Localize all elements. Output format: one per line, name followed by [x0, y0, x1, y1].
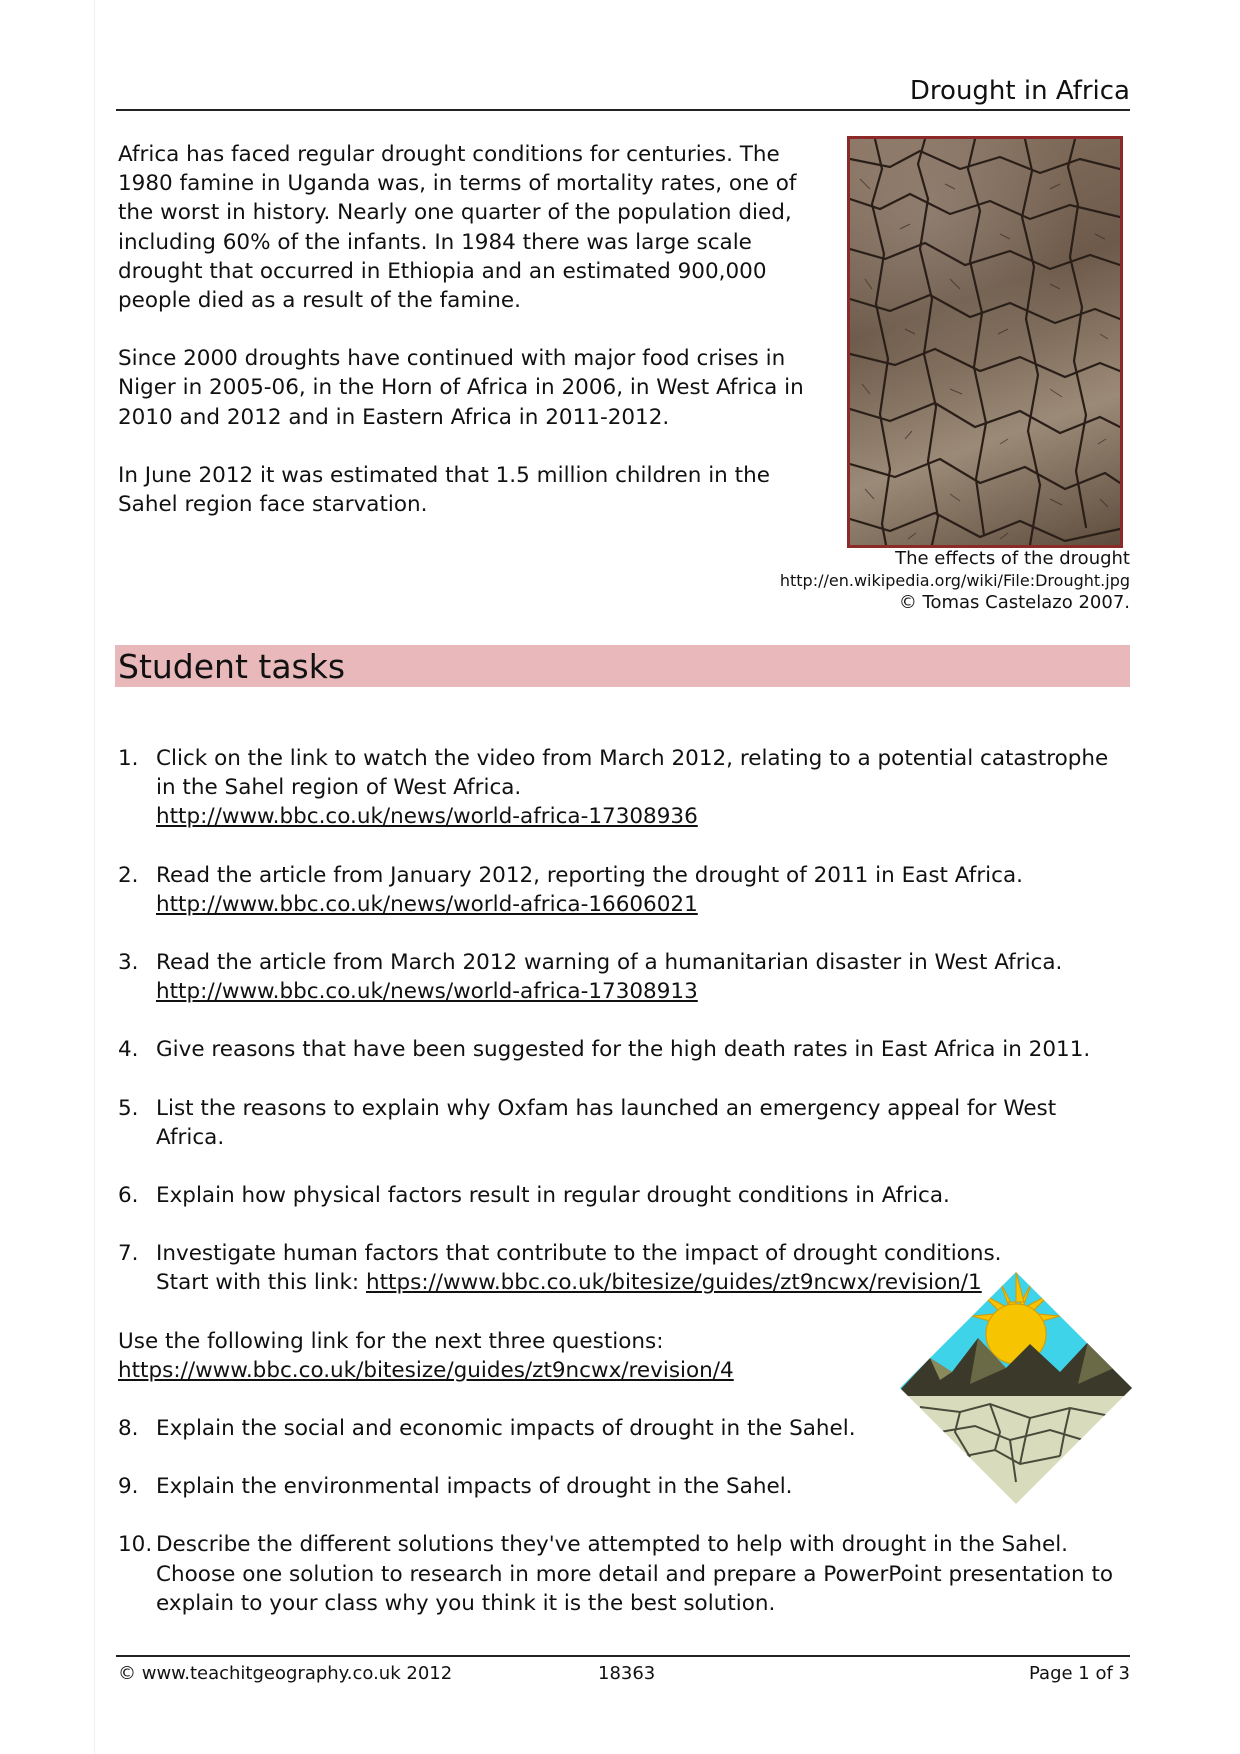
caption-credit: © Tomas Castelazo 2007. — [898, 592, 1130, 613]
task-text: Give reasons that have been suggested for the high death rates in East Africa in 2011. — [156, 1037, 1091, 1063]
task-link-3[interactable]: http://www.bbc.co.uk/news/world-africa-17308913 — [156, 979, 698, 1005]
task-number: 10. — [118, 1532, 153, 1558]
task-link-prefix: Start with this link: — [156, 1270, 366, 1296]
task-item-10 — [118, 1530, 1118, 1618]
task-item-3 — [118, 948, 1118, 1006]
intro-paragraph-3: In June 2012 it was estimated that 1.5 million children in the Sahel region face starvation. — [118, 462, 770, 518]
drought-diamond-icon — [900, 1272, 1132, 1504]
cracked-earth-pattern — [850, 139, 1120, 545]
task-number: 1. — [118, 746, 139, 771]
intro-paragraph-1: Africa has faced regular drought conditions for centuries. The 1980 famine in Uganda was, in terms of mortality rates, one of the worst in history. Nearly one quarter of the population died, including 60% of the infants. In 1984 there was large scale drought that occurred in Ethiopia and an estimated 900,000 people died as a result of the famine. — [118, 142, 797, 314]
task-text: Explain the environmental impacts of drought in the Sahel. — [156, 1474, 793, 1500]
task-text: Describe the different solutions they've attempted to help with drought in the Sahel. Choose one solution to research in more detail and prepare a PowerPoint presentation to explain to your class why you think it is the best solution. — [156, 1532, 1114, 1616]
task-link-2[interactable]: http://www.bbc.co.uk/news/world-africa-16606021 — [156, 891, 698, 917]
task-text: Investigate human factors that contribute to the impact of drought conditions. — [156, 1241, 1002, 1267]
task-number: 8. — [118, 1416, 139, 1442]
intro-paragraph-2: Since 2000 droughts have continued with major food crises in Niger in 2005-06, in the Horn of Africa in 2006, in West Africa in 2010 and 2012 and in Eastern Africa in 2011-2012. — [118, 346, 804, 430]
caption-url: http://en.wikipedia.org/wiki/File:Drought.jpg — [779, 571, 1130, 590]
task-text: Read the article from March 2012 warning of a humanitarian disaster in West Africa. — [156, 950, 1063, 976]
tasks-heading: Student tasks — [118, 647, 346, 686]
footer-divider — [116, 1655, 1130, 1657]
caption-text: The effects of the drought — [895, 548, 1130, 569]
header-divider — [116, 109, 1130, 111]
task-number: 5. — [118, 1095, 139, 1121]
follow-text: Use the following link for the next three questions: — [118, 1328, 664, 1354]
task-number: 6. — [118, 1183, 139, 1209]
footer-copyright: © www.teachitgeography.co.uk 2012 — [118, 1663, 453, 1684]
follow-link[interactable]: https://www.bbc.co.uk/bitesize/guides/zt9ncwx/revision/4 — [118, 1357, 734, 1383]
task-item-4 — [118, 1035, 1118, 1064]
task-number: 2. — [118, 862, 139, 888]
task-item-6 — [118, 1181, 1118, 1210]
task-list — [118, 744, 1118, 1647]
task-number: 9. — [118, 1474, 139, 1500]
footer-doc-id: 18363 — [598, 1663, 656, 1684]
photo-caption — [780, 548, 1130, 614]
task-link-7[interactable]: https://www.bbc.co.uk/bitesize/guides/zt9ncwx/revision/1 — [365, 1270, 982, 1296]
task-text: List the reasons to explain why Oxfam has launched an emergency appeal for West Africa. — [156, 1095, 1057, 1150]
page-title: Drought in Africa — [909, 76, 1130, 106]
page-edge — [94, 0, 95, 1754]
task-item-2 — [118, 861, 1118, 919]
task-text: Explain how physical factors result in regular drought conditions in Africa. — [156, 1183, 950, 1209]
task-text: Read the article from January 2012, reporting the drought of 2011 in East Africa. — [156, 862, 1023, 888]
task-number: 7. — [118, 1241, 139, 1267]
cracked-earth-photo — [847, 136, 1123, 548]
intro-text — [118, 140, 836, 548]
task-link-1[interactable]: http://www.bbc.co.uk/news/world-africa-17308936 — [156, 804, 698, 830]
task-item-5 — [118, 1094, 1118, 1152]
task-number: 3. — [118, 950, 139, 976]
task-text: Click on the link to watch the video from March 2012, relating to a potential catastrophe in the Sahel region of West Africa. — [156, 746, 1109, 801]
task-item-1 — [118, 744, 1118, 832]
task-number: 4. — [118, 1037, 139, 1063]
task-text: Explain the social and economic impacts of drought in the Sahel. — [156, 1416, 856, 1442]
footer-page-number: Page 1 of 3 — [1029, 1663, 1130, 1684]
